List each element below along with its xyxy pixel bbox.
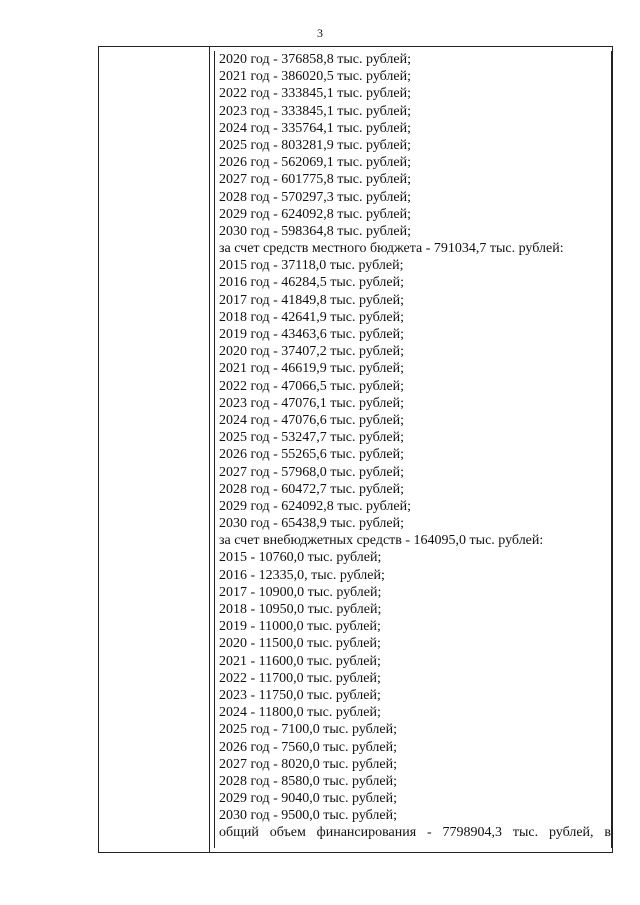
funding-line: 2018 год - 42641,9 тыс. рублей;	[219, 309, 405, 325]
funding-line: 2019 год - 43463,6 тыс. рублей;	[219, 327, 405, 342]
funding-line: 2022 год - 333845,1 тыс. рублей;	[219, 86, 412, 102]
funding-line: 2021 - 11600,0 тыс. рублей;	[219, 653, 381, 669]
funding-line: 2024 год - 47076,6 тыс. рублей;	[219, 412, 405, 428]
funding-line: 2030 год - 65438,9 тыс. рублей;	[219, 516, 405, 532]
funding-table	[98, 46, 613, 853]
funding-lines	[219, 51, 611, 842]
funding-line: 2026 год - 7560,0 тыс. рублей;	[219, 739, 398, 755]
funding-line: 2016 - 12335,0, тыс. рублей;	[219, 567, 385, 583]
funding-line: 2018 - 10950,0 тыс. рублей;	[219, 602, 382, 617]
funding-line: 2017 - 10900,0 тыс. рублей;	[219, 584, 382, 600]
page-number: 3	[317, 26, 323, 40]
funding-line: за счет внебюджетных средств - 164095,0 тыс. рублей:	[219, 533, 544, 549]
funding-line: 2029 год - 624092,8 тыс. рублей;	[219, 498, 412, 514]
funding-line: 2025 год - 7100,0 тыс. рублей;	[219, 722, 398, 738]
funding-line: 2020 год - 37407,2 тыс. рублей;	[219, 344, 405, 360]
funding-line: 2027 год - 57968,0 тыс. рублей;	[219, 464, 405, 480]
funding-line: 2023 - 11750,0 тыс. рублей;	[219, 687, 381, 703]
total-funding-line: общий объем финансирования - 7798904,3 тыс. рублей, в	[219, 825, 611, 841]
funding-line: 2023 год - 333845,1 тыс. рублей;	[219, 103, 412, 119]
funding-line: 2029 год - 624092,8 тыс. рублей;	[219, 206, 412, 222]
funding-line: 2025 год - 53247,7 тыс. рублей;	[219, 430, 405, 446]
funding-line: 2023 год - 47076,1 тыс. рублей;	[219, 395, 405, 411]
funding-line: 2027 год - 601775,8 тыс. рублей;	[219, 172, 412, 188]
funding-line: 2029 год - 9040,0 тыс. рублей;	[219, 791, 398, 807]
funding-line: 2017 год - 41849,8 тыс. рублей;	[219, 292, 405, 308]
funding-line: 2026 год - 562069,1 тыс. рублей;	[219, 155, 412, 171]
funding-line: 2025 год - 803281,9 тыс. рублей;	[219, 137, 412, 153]
funding-line: 2024 год - 335764,1 тыс. рублей;	[219, 120, 412, 136]
funding-line: 2026 год - 55265,6 тыс. рублей;	[219, 447, 405, 463]
funding-line: 2028 год - 570297,3 тыс. рублей;	[219, 189, 412, 205]
funding-line: 2020 - 11500,0 тыс. рублей;	[219, 636, 381, 652]
table-content-column	[210, 47, 612, 852]
funding-line: 2021 год - 386020,5 тыс. рублей;	[219, 69, 412, 85]
funding-line: 2015 - 10760,0 тыс. рублей;	[219, 550, 382, 566]
funding-line: 2028 год - 60472,7 тыс. рублей;	[219, 481, 405, 497]
funding-line: за счет средств местного бюджета - 791034,7 тыс. рублей:	[219, 241, 564, 257]
funding-line: 2021 год - 46619,9 тыс. рублей;	[219, 361, 405, 377]
funding-line: 2019 - 11000,0 тыс. рублей;	[219, 619, 381, 635]
funding-line: 2030 год - 598364,8 тыс. рублей;	[219, 223, 412, 239]
funding-line: 2027 год - 8020,0 тыс. рублей;	[219, 756, 398, 772]
funding-line: 2015 год - 37118,0 тыс. рублей;	[219, 258, 404, 274]
content-cell	[214, 51, 612, 848]
funding-line: 2022 год - 47066,5 тыс. рублей;	[219, 378, 405, 394]
funding-line: 2024 - 11800,0 тыс. рублей;	[219, 705, 381, 721]
funding-line: 2022 - 11700,0 тыс. рублей;	[219, 670, 381, 686]
funding-line: 2028 год - 8580,0 тыс. рублей;	[219, 773, 398, 789]
funding-line: 2016 год - 46284,5 тыс. рублей;	[219, 275, 405, 291]
funding-line: 2030 год - 9500,0 тыс. рублей;	[219, 808, 398, 824]
funding-line: 2020 год - 376858,8 тыс. рублей;	[219, 52, 412, 67]
table-label-column	[99, 47, 210, 852]
